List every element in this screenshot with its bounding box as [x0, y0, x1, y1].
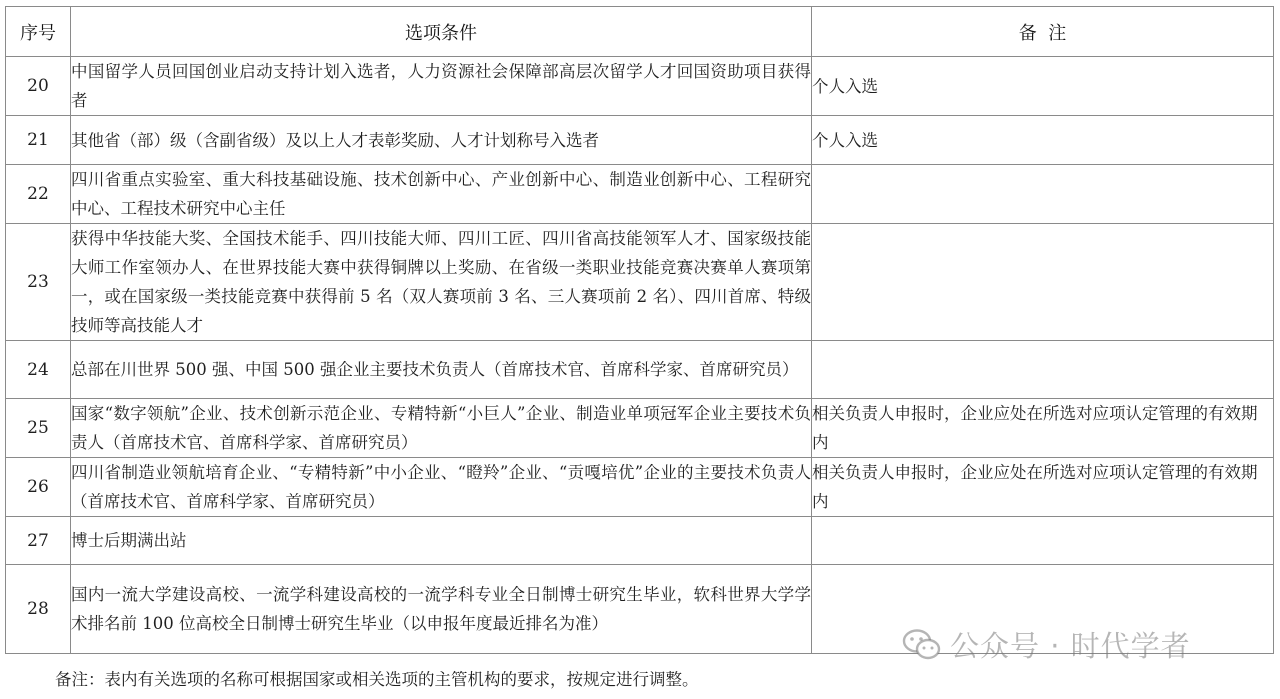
row-condition: 其他省（部）级（含副省级）及以上人才表彰奖励、人才计划称号入选者 [71, 116, 812, 165]
header-index: 序号 [6, 7, 71, 57]
watermark-text: 公众号 · 时代学者 [950, 629, 1191, 663]
row-remark: 个人入选 [812, 116, 1274, 165]
row-condition: 四川省制造业领航培育企业、“专精特新”中小企业、“瞪羚”企业、“贡嘎培优”企业的主要技术负责人（首席技术官、首席科学家、首席研究员） [71, 458, 812, 517]
table-row [6, 458, 1274, 517]
row-number: 28 [6, 565, 71, 654]
table-row [6, 517, 1274, 565]
footnote: 备注：表内有关选项的名称可根据国家或相关选项的主管机构的要求，按规定进行调整。 [55, 670, 699, 689]
row-number: 21 [6, 116, 71, 165]
row-number: 22 [6, 165, 71, 224]
table-row [6, 399, 1274, 458]
row-number: 26 [6, 458, 71, 517]
row-remark: 相关负责人申报时，企业应处在所选对应项认定管理的有效期内 [812, 399, 1274, 458]
row-remark [812, 165, 1274, 224]
row-condition: 中国留学人员回国创业启动支持计划入选者，人力资源社会保障部高层次留学人才回国资助项目获得者 [71, 57, 812, 116]
row-remark [812, 224, 1274, 341]
table-row [6, 224, 1274, 341]
row-condition: 国家“数字领航”企业、技术创新示范企业、专精特新“小巨人”企业、制造业单项冠军企业主要技术负责人（首席技术官、首席科学家、首席研究员） [71, 399, 812, 458]
wechat-icon [902, 628, 942, 662]
row-number: 27 [6, 517, 71, 565]
row-number: 24 [6, 341, 71, 399]
table-row [6, 341, 1274, 399]
header-remark: 备 注 [812, 7, 1274, 57]
row-number: 20 [6, 57, 71, 116]
table-row [6, 116, 1274, 165]
table-header-row [6, 7, 1274, 57]
table-row [6, 165, 1274, 224]
table-row [6, 57, 1274, 116]
watermark [902, 624, 1191, 665]
row-condition: 获得中华技能大奖、全国技术能手、四川技能大师、四川工匠、四川省高技能领军人才、国家级技能大师工作室领办人、在世界技能大赛中获得铜牌以上奖励、在省级一类职业技能竞赛决赛单人赛项第一，或在国家级一类技能竞赛中获得前 5 名（双人赛项前 3 名、三人赛项前 2 名）、四川首席、特级技师等高技能人才 [71, 224, 812, 341]
row-remark: 个人入选 [812, 57, 1274, 116]
row-number: 25 [6, 399, 71, 458]
row-remark: 相关负责人申报时，企业应处在所选对应项认定管理的有效期内 [812, 458, 1274, 517]
header-condition: 选项条件 [71, 7, 812, 57]
row-condition: 总部在川世界 500 强、中国 500 强企业主要技术负责人（首席技术官、首席科学家、首席研究员） [71, 341, 812, 399]
row-number: 23 [6, 224, 71, 341]
row-condition: 四川省重点实验室、重大科技基础设施、技术创新中心、产业创新中心、制造业创新中心、工程研究中心、工程技术研究中心主任 [71, 165, 812, 224]
row-remark [812, 517, 1274, 565]
row-remark [812, 341, 1274, 399]
criteria-table [5, 6, 1274, 654]
row-condition: 博士后期满出站 [71, 517, 812, 565]
row-condition: 国内一流大学建设高校、一流学科建设高校的一流学科专业全日制博士研究生毕业，软科世界大学学术排名前 100 位高校全日制博士研究生毕业（以申报年度最近排名为准） [71, 565, 812, 654]
